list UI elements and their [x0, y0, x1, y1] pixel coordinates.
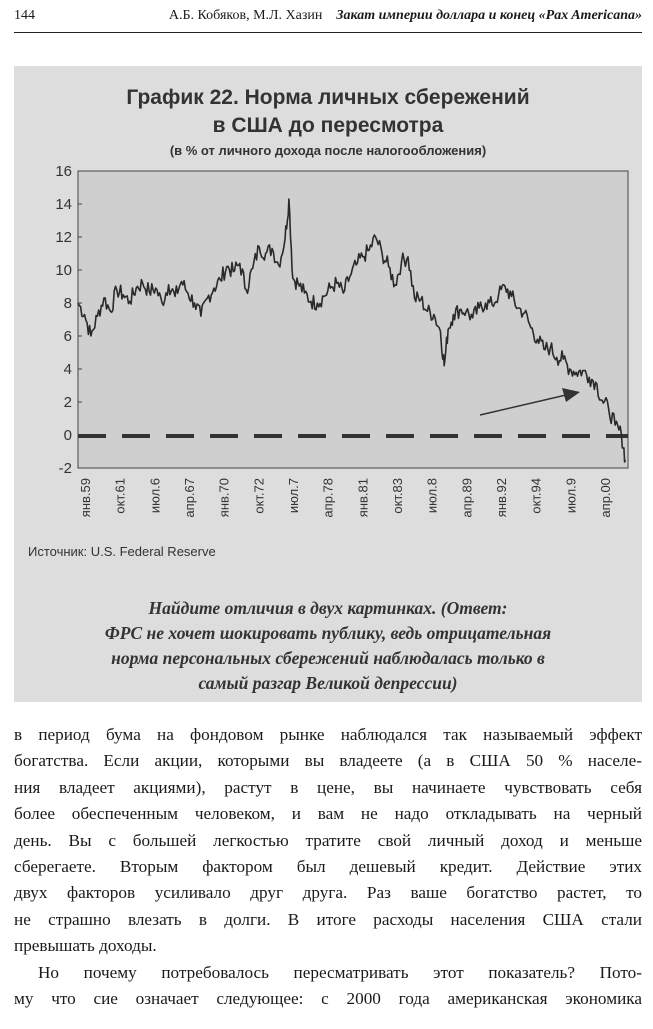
caption-line: норма персональных сбережений наблюдалась только в: [111, 648, 545, 668]
x-tick-label: янв.81: [355, 478, 371, 518]
caption-line: самый разгар Великой депрессии): [198, 673, 458, 693]
caption-line: Найдите отличия в двух картинках. (Ответ:: [148, 598, 508, 618]
x-tick-label: июл.9: [563, 478, 579, 514]
y-tick-label: 8: [63, 295, 72, 312]
y-tick-label: 6: [63, 328, 72, 345]
x-tick-label: янв.70: [216, 478, 232, 518]
x-tick-label: окт.72: [251, 478, 267, 514]
authors: А.Б. Кобяков, М.Л. Хазин: [168, 8, 323, 23]
x-tick-label: окт.61: [112, 478, 128, 514]
caption-line: ФРС не хочет шокировать публику, ведь отрицательная: [104, 623, 552, 643]
x-tick-label: апр.89: [459, 478, 475, 518]
x-tick-label: июл.6: [147, 478, 163, 514]
x-tick-label: апр.00: [598, 478, 613, 518]
y-tick-label: 2: [63, 394, 72, 411]
x-axis: [78, 478, 613, 518]
x-tick-label: окт.83: [390, 478, 405, 514]
body-line: более обеспеченным человеком, и вам не надо откладывать на черный: [14, 804, 642, 824]
body-text: [14, 722, 642, 1012]
chart-title-line2: в США до пересмотра: [212, 114, 444, 137]
y-tick-label: 16: [55, 163, 72, 180]
running-head: [169, 8, 642, 24]
book-title: Закат империи доллара и конец «Pax Americana»: [336, 8, 642, 23]
body-line: му что сие означает следующее: с 2000 года американская экономика: [14, 988, 642, 1008]
running-header: [14, 6, 642, 33]
body-line: Но почему потребовалось пересматривать этот показатель? Пото-: [38, 962, 642, 982]
y-tick-label: -2: [58, 460, 72, 477]
x-tick-label: янв.92: [494, 478, 509, 518]
x-tick-label: апр.78: [320, 478, 336, 518]
x-tick-label: июл.7: [286, 478, 301, 514]
chart-subtitle: (в % от личного дохода после налогообложения): [169, 143, 487, 158]
body-line: двух факторов усиливало друг друга. Раз ваше богатство растет, то: [14, 883, 642, 903]
y-tick-label: 0: [63, 427, 72, 444]
body-line: в период бума на фондовом рынке наблюдался так называемый эффект: [14, 725, 642, 744]
body-line: ния владеет акциями), растут в цене, вы начинаете чувствовать себя: [14, 777, 642, 797]
page-number: 144: [14, 8, 35, 23]
body-line: не страшно влезать в долги. В итоге расходы населения США стали: [14, 909, 642, 929]
body-line: превышать доходы.: [14, 936, 157, 956]
chart-source: Источник: U.S. Federal Reserve: [28, 544, 216, 559]
body-line: сберегаете. Вторым фактором был дешевый кредит. Действие этих: [14, 856, 642, 876]
body-line: богатства. Если акции, которыми вы владеете (а в США 50 % населе-: [14, 751, 642, 771]
figure-scan: [14, 66, 642, 702]
y-tick-label: 4: [63, 361, 72, 378]
x-tick-label: окт.94: [528, 478, 544, 514]
body-line: день. Вы с большей легкостью тратите свой личный доход и меньше: [14, 830, 642, 850]
chart-title-line1: График 22. Норма личных сбережений: [126, 86, 530, 109]
y-tick-label: 12: [55, 229, 72, 246]
x-tick-label: янв.59: [78, 478, 93, 518]
y-tick-label: 10: [55, 262, 72, 279]
figure-caption: [34, 596, 622, 696]
x-tick-label: июл.8: [424, 478, 440, 514]
x-tick-label: апр.67: [182, 478, 197, 518]
plot-area: [78, 171, 628, 468]
y-tick-label: 14: [55, 196, 72, 213]
